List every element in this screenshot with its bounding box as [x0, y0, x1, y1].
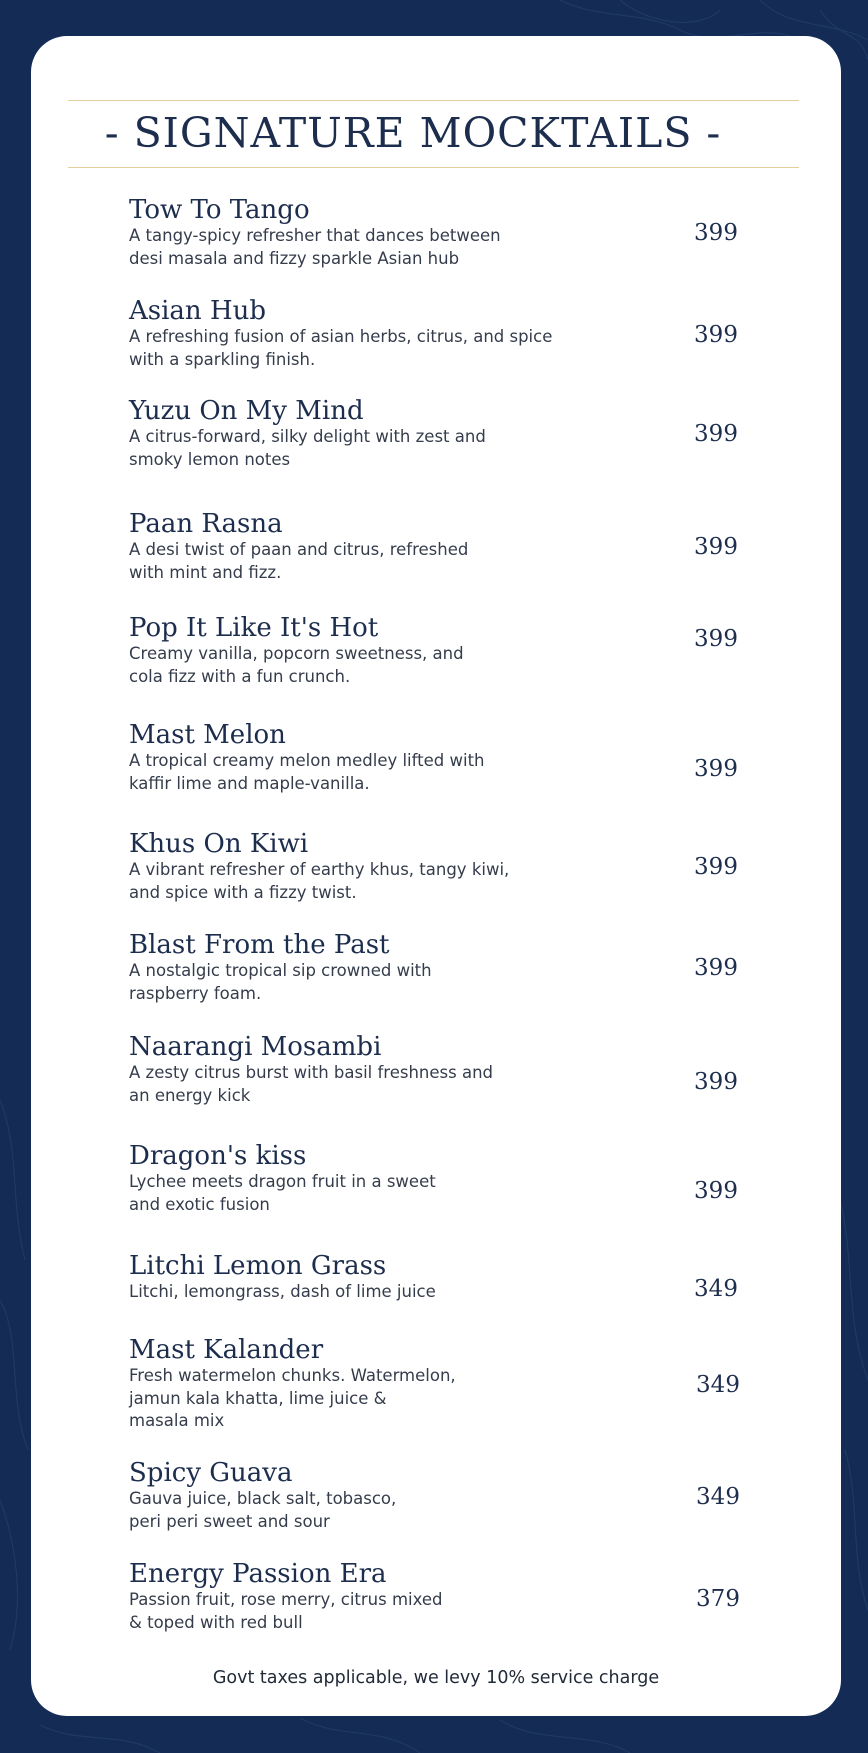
menu-item	[129, 1251, 689, 1304]
item-name: Spicy Guava	[129, 1458, 293, 1488]
title-bottom-rule	[68, 167, 799, 168]
menu-item	[129, 1032, 689, 1107]
item-price: 349	[694, 1276, 738, 1302]
menu-item	[129, 1458, 689, 1533]
item-price: 379	[696, 1586, 740, 1612]
item-description: A tropical creamy melon medley lifted with kaffir lime and maple-vanilla.	[129, 751, 485, 793]
menu-item	[129, 1559, 689, 1634]
item-name: Energy Passion Era	[129, 1559, 387, 1589]
item-price: 399	[694, 854, 738, 880]
item-price: 399	[694, 1178, 738, 1204]
item-name: Khus On Kiwi	[129, 829, 309, 859]
menu-item	[129, 829, 689, 904]
item-name: Mast Melon	[129, 720, 286, 750]
item-description: A nostalgic tropical sip crowned with raspberry foam.	[129, 961, 432, 1003]
item-price: 399	[694, 955, 738, 981]
item-description: Gauva juice, black salt, tobasco, peri peri sweet and sour	[129, 1489, 397, 1531]
service-charge-note: Govt taxes applicable, we levy 10% service charge	[212, 1668, 660, 1688]
item-price: 399	[694, 322, 738, 348]
item-price: 399	[694, 220, 738, 246]
item-description: A tangy-spicy refresher that dances between desi masala and fizzy sparkle Asian hub	[129, 226, 501, 268]
item-description: Creamy vanilla, popcorn sweetness, and cola fizz with a fun crunch.	[129, 644, 464, 686]
item-description: Litchi, lemongrass, dash of lime juice	[129, 1282, 436, 1301]
item-description: Passion fruit, rose merry, citrus mixed & toped with red bull	[129, 1590, 443, 1632]
item-description: A vibrant refresher of earthy khus, tangy kiwi, and spice with a fizzy twist.	[129, 860, 510, 902]
item-name: Blast From the Past	[129, 930, 390, 960]
item-price: 399	[694, 1069, 738, 1095]
menu-title: - SIGNATURE MOCKTAILS -	[104, 109, 722, 157]
item-price: 349	[696, 1372, 740, 1398]
item-description: A refreshing fusion of asian herbs, citrus, and spice with a sparkling finish.	[129, 327, 553, 369]
item-description: A desi twist of paan and citrus, refreshed with mint and fizz.	[129, 540, 469, 582]
menu-item	[129, 296, 689, 371]
item-name: Dragon's kiss	[129, 1141, 307, 1171]
item-price: 399	[694, 534, 738, 560]
menu-item	[129, 720, 689, 795]
item-description: A citrus-forward, silky delight with zest and smoky lemon notes	[129, 427, 486, 469]
menu-item	[129, 396, 689, 471]
item-name: Naarangi Mosambi	[129, 1032, 382, 1062]
item-name: Pop It Like It's Hot	[129, 613, 379, 643]
menu-item	[129, 930, 689, 1005]
menu-card	[31, 36, 841, 1716]
item-name: Yuzu On My Mind	[129, 396, 364, 426]
item-name: Litchi Lemon Grass	[129, 1251, 387, 1281]
item-description: Fresh watermelon chunks. Watermelon, jamun kala khatta, lime juice & masala mix	[129, 1366, 456, 1430]
item-name: Tow To Tango	[129, 195, 310, 225]
item-price: 399	[694, 626, 738, 652]
menu-item	[129, 195, 689, 270]
item-name: Asian Hub	[129, 296, 267, 326]
item-price: 349	[696, 1484, 740, 1510]
item-description: A zesty citrus burst with basil freshness and an energy kick	[129, 1063, 494, 1105]
item-description: Lychee meets dragon fruit in a sweet and exotic fusion	[129, 1172, 436, 1214]
item-price: 399	[694, 421, 738, 447]
menu-item	[129, 1141, 689, 1216]
item-name: Mast Kalander	[129, 1335, 324, 1365]
menu-item	[129, 509, 689, 584]
menu-item	[129, 1335, 689, 1433]
item-price: 399	[694, 756, 738, 782]
item-name: Paan Rasna	[129, 509, 283, 539]
menu-item	[129, 613, 689, 688]
